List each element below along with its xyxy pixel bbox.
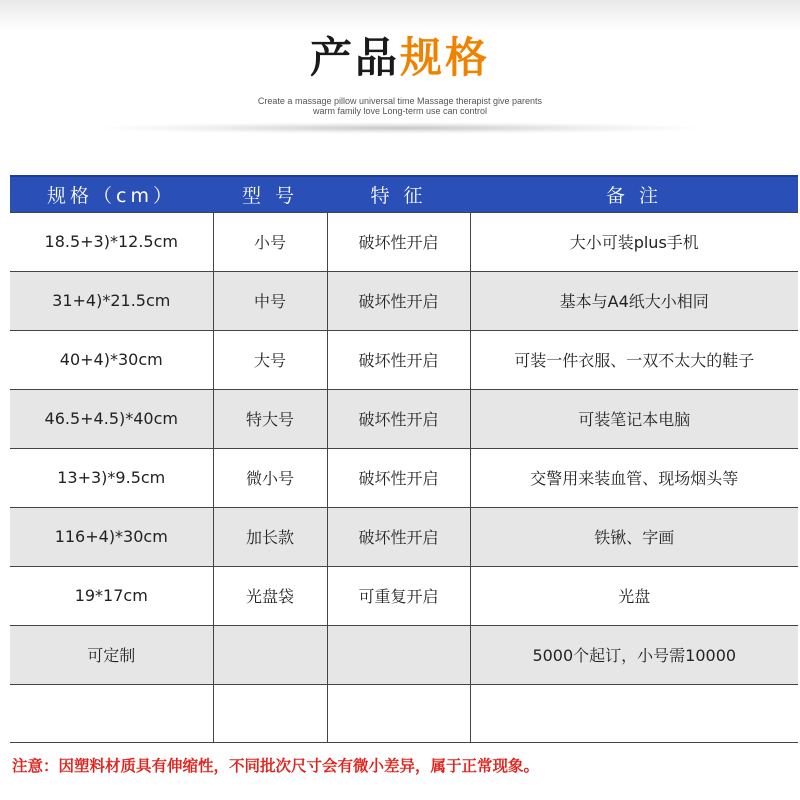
table-row: [10, 212, 798, 271]
divider-shadow: [90, 122, 710, 134]
cell-note: 交警用来装血管、现场烟头等: [470, 448, 798, 507]
cell-model: 中号: [213, 271, 327, 330]
cell-size: 31+4)*21.5cm: [10, 271, 213, 330]
table-row: [10, 389, 798, 448]
cell-note: 铁锹、字画: [470, 507, 798, 566]
cell-size: 40+4)*30cm: [10, 330, 213, 389]
cell-note: 5000个起订，小号需10000: [470, 625, 798, 684]
title-part-orange: 规格: [400, 33, 491, 82]
cell-size: 46.5+4.5)*40cm: [10, 389, 213, 448]
cell-model: 微小号: [213, 448, 327, 507]
cell-feature: 破坏性开启: [327, 448, 470, 507]
column-header-model: 型 号: [213, 176, 327, 212]
column-header-note: 备 注: [470, 176, 798, 212]
cell-size: 116+4)*30cm: [10, 507, 213, 566]
title-part-black: 产品: [309, 33, 400, 82]
cell-model: 特大号: [213, 389, 327, 448]
cell-size: [10, 684, 213, 742]
cell-size: 13+3)*9.5cm: [10, 448, 213, 507]
cell-note: 大小可装plus手机: [470, 212, 798, 271]
cell-feature: 可重复开启: [327, 566, 470, 625]
cell-feature: 破坏性开启: [327, 212, 470, 271]
cell-size: 18.5+3)*12.5cm: [10, 212, 213, 271]
cell-feature: [327, 684, 470, 742]
table-row: [10, 684, 798, 742]
cell-note: 可装笔记本电脑: [470, 389, 798, 448]
table-row: [10, 625, 798, 684]
cell-note: 可装一件衣服、一双不太大的鞋子: [470, 330, 798, 389]
cell-feature: [327, 625, 470, 684]
column-header-size: 规格（cm）: [10, 176, 213, 212]
cell-note: [470, 684, 798, 742]
spec-table: [10, 175, 798, 743]
cell-model: 光盘袋: [213, 566, 327, 625]
column-header-feature: 特 征: [327, 176, 470, 212]
table-row: [10, 271, 798, 330]
table-row: [10, 330, 798, 389]
cell-note: 光盘: [470, 566, 798, 625]
subtitle-line-2: warm family love Long-term use can control: [312, 106, 488, 116]
cell-note: 基本与A4纸大小相同: [470, 271, 798, 330]
cell-model: 小号: [213, 212, 327, 271]
table-header-row: [10, 176, 798, 212]
cell-model: [213, 684, 327, 742]
cell-feature: 破坏性开启: [327, 330, 470, 389]
cell-model: 加长款: [213, 507, 327, 566]
cell-model: [213, 625, 327, 684]
subtitle-line-1: Create a massage pillow universal time Massage therapist give parents: [257, 96, 543, 106]
cell-feature: 破坏性开启: [327, 389, 470, 448]
cell-size: 19*17cm: [10, 566, 213, 625]
cell-model: 大号: [213, 330, 327, 389]
table-row: [10, 566, 798, 625]
page-title: [0, 30, 800, 86]
cell-feature: 破坏性开启: [327, 507, 470, 566]
table-row: [10, 507, 798, 566]
top-shadow: [0, 0, 800, 30]
cell-size: 可定制: [10, 625, 213, 684]
cell-feature: 破坏性开启: [327, 271, 470, 330]
footer-note: 注意：因塑料材质具有伸缩性，不同批次尺寸会有微小差异，属于正常现象。: [12, 757, 540, 775]
table-row: [10, 448, 798, 507]
